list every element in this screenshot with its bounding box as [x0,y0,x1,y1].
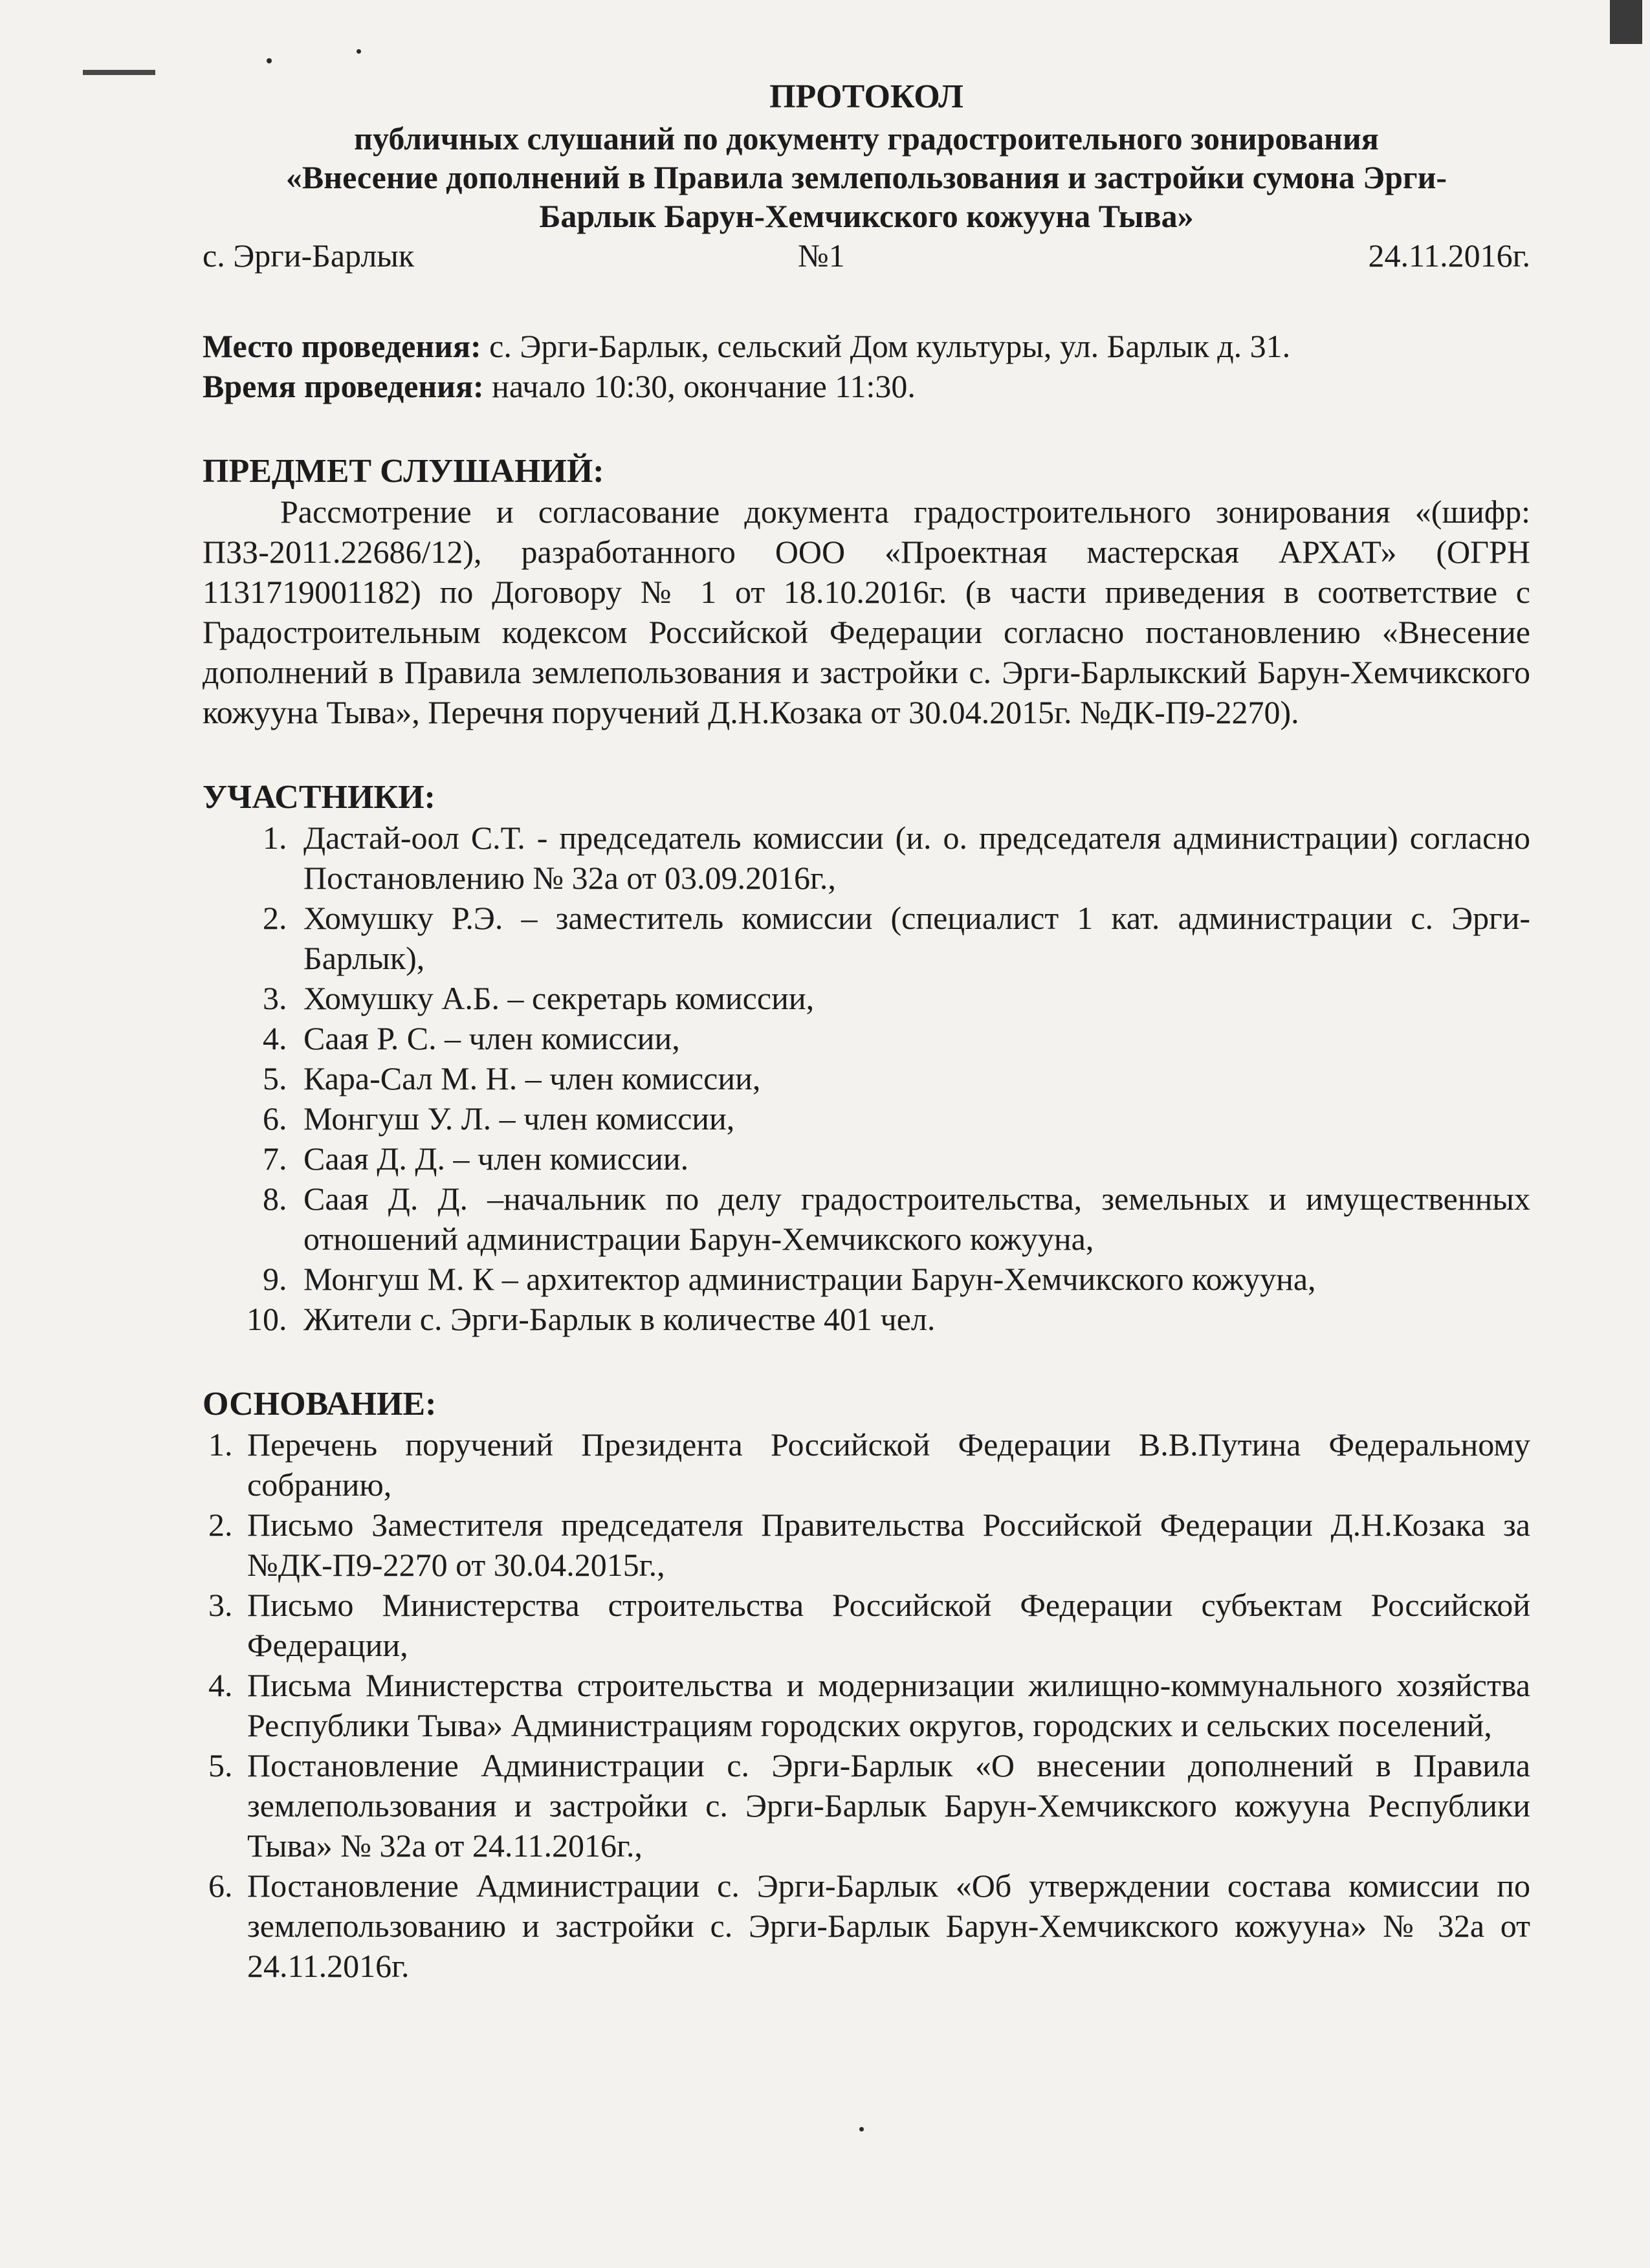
meta-row [203,235,1530,276]
list-item: 3. Письмо Министерства строительства Российской Федерации субъектам Российской Федерации, [241,1585,1530,1665]
time-label: Время проведения: [203,368,484,404]
scan-edge-right [1610,0,1642,44]
subject-heading: ПРЕДМЕТ СЛУШАНИЙ: [203,453,604,490]
list-item: 3. Хомушку А.Б. – секретарь комиссии, [295,978,1530,1018]
venue-label: Место проведения: [203,328,481,364]
subject-text: Рассмотрение и согласование документа градостроительного зонирования «(шифр: ПЗЗ-2011.22686/12), разработанного ООО «Проектная мастерская АРХАТ» (ОГРН 1131719001182) по Договору № 1 от 18.10.2016г. (в части приведения в соответствие с Градостроительным кодексом Российской Федерации согласно постановлению «Внесение дополнений в Правила землепользования и застройки с. Эрги-Барлыкский Барун-Хемчикского кожууна Тыва», Перечня поручений Д.Н.Козака от 30.04.2015г. №ДК-П9-2270). [203,494,1530,730]
list-item: 9. Монгуш М. К – архитектор администрации Барун-Хемчикского кожууна, [295,1259,1530,1299]
document-content [203,78,1530,1986]
title-block [203,78,1530,235]
subtitle-line: Барлык Барун-Хемчикского кожууна Тыва» [539,198,1194,234]
venue-line [203,326,1530,366]
list-item: 1. Дастай-оол С.Т. - председатель комиссии (и. о. председателя администрации) согласно Постановлению № 32а от 03.09.2016г., [295,818,1530,898]
subtitle-line: публичных слушаний по документу градостроительного зонирования [354,120,1379,157]
basis-heading: ОСНОВАНИЕ: [203,1386,437,1423]
document-title: ПРОТОКОЛ [769,78,963,115]
list-item: 6. Постановление Администрации с. Эрги-Барлык «Об утверждении состава комиссии по землепользованию и застройки с. Эрги-Барлык Барун-Хемчикского кожууна» № 32а от 24.11.2016г. [241,1866,1530,1986]
scan-dot [357,49,361,54]
document-number: №1 [798,237,845,274]
meeting-info [203,326,1530,406]
participants-list [203,818,1530,1339]
venue-value: с. Эрги-Барлык, сельский Дом культуры, ул. Барлык д. 31. [481,328,1291,364]
document-date: 24.11.2016г. [1368,237,1530,274]
list-item: 1. Перечень поручений Президента Российской Федерации В.В.Путина Федеральному собранию, [241,1424,1530,1505]
list-item: 10. Жители с. Эрги-Барлык в количестве 401 чел. [295,1299,1530,1339]
list-item: 6. Монгуш У. Л. – член комиссии, [295,1098,1530,1139]
list-item: 5. Кара-Сал М. Н. – член комиссии, [295,1058,1530,1098]
list-item: 4. Саая Р. С. – член комиссии, [295,1018,1530,1058]
scan-dot [267,58,272,63]
time-value: начало 10:30, окончание 11:30. [483,368,916,404]
subtitle-line: «Внесение дополнений в Правила землепользования и застройки сумона Эрги- [285,159,1447,195]
list-item: 5. Постановление Администрации с. Эрги-Барлык «О внесении дополнений в Правила землепользования и застройки с. Эрги-Барлык Барун-Хемчикского кожууна Республики Тыва» № 32а от 24.11.2016г., [241,1745,1530,1866]
scan-mark-top-left [83,70,155,75]
scan-dot [859,2127,864,2132]
list-item: 7. Саая Д. Д. – член комиссии. [295,1139,1530,1179]
list-item: 2. Письмо Заместителя председателя Правительства Российской Федерации Д.Н.Козака за №ДК-П9-2270 от 30.04.2015г., [241,1505,1530,1585]
time-line [203,366,1530,406]
basis-list [203,1424,1530,1986]
document-place: с. Эрги-Барлык [203,237,415,274]
list-item: 4. Письма Министерства строительства и модернизации жилищно-коммунального хозяйства Республики Тыва» Администрациям городских округов, городских и сельских поселений, [241,1665,1530,1745]
list-item: 8. Саая Д. Д. –начальник по делу градостроительства, земельных и имущественных отношений администрации Барун-Хемчикского кожууна, [295,1179,1530,1259]
participants-heading: УЧАСТНИКИ: [203,779,435,816]
list-item: 2. Хомушку Р.Э. – заместитель комиссии (специалист 1 кат. администрации с. Эрги-Барлык), [295,898,1530,978]
